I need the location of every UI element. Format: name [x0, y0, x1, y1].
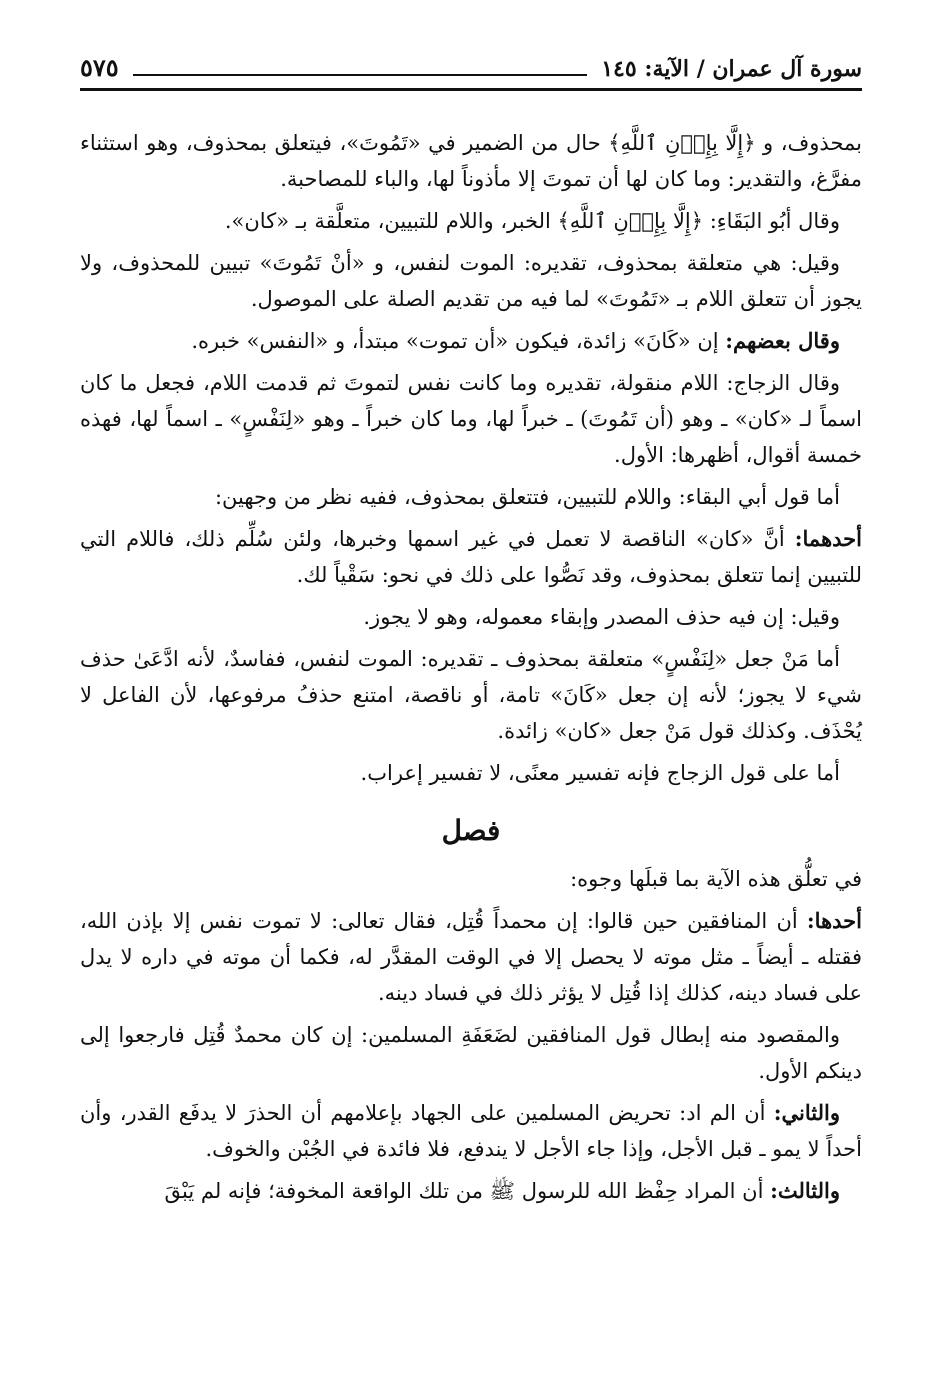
- paragraph-lead: وقال بعضهم:: [725, 328, 840, 353]
- paragraph-10: أما على قول الزجاج فإنه تفسير معنًى، لا تفسير إعراب.: [360, 761, 840, 785]
- paragraph-7: أحدهما: أنَّ «كان» الناقصة لا تعمل في غير اسمها وخبرها، ولئن سُلِّم ذلك، فاللام التي للتبيين إنما تتعلق بمحذوف، وقد نَصُّوا على ذلك في نحو: سَقْياً لك.: [80, 526, 862, 587]
- section-paragraph-2: أحدها: أن المنافقين حين قالوا: إن محمداً قُتِل، فقال تعالى: لا تموت نفس إلا بإذن الله، فقتله ـ أيضاً ـ مثل موته لا يحصل إلا في الوقت المقدَّر له، فكما أن موته في داره لا يدل على فساد دينه، كذلك إذا قُتِل لا يؤثر ذلك في فساد دينه.: [80, 908, 862, 1005]
- paragraph-4: وقال بعضهم: إن «كَانَ» زائدة، فيكون «أن تموت» مبتدأ، و «النفس» خبره.: [191, 328, 840, 353]
- paragraph-lead: أحدها:: [806, 908, 862, 933]
- paragraph-8: وقيل: إن فيه حذف المصدر وإبقاء معموله، وهو لا يجوز.: [363, 605, 840, 629]
- page-number: ٥٧٥: [80, 53, 119, 82]
- paragraph-9: أما مَنْ جعل «لِنَفْسٍ» متعلقة بمحذوف ـ تقديره: الموت لنفس، ففاسدٌ، لأنه ادَّعَىٰ حذف شيء لا يجوز؛ لأنه إن جعل «كَانَ» تامة، أو ناقصة، امتنع حذفُ مرفوعها، لأن الفاعل لا يُحْذَف. وكذلك قول مَنْ جعل «كان» زائدة.: [80, 647, 862, 743]
- page-content: [80, 125, 862, 1209]
- paragraph-2: وقال أبُو البَقَاءِ: ﴿إِلَّا بِإِذۡنِ ٱللَّهِ﴾ الخبر، واللام للتبيين، متعلَّقة بـ «كان».: [224, 209, 840, 233]
- paragraph-lead: والثالث:: [770, 1178, 840, 1203]
- section-paragraph-5: والثالث: أن المراد حِفْظ الله للرسول ﷺ من تلك الواقعة المخوفة؛ فإنه لم يَبْقَ: [164, 1178, 840, 1203]
- header-underline: [80, 88, 862, 91]
- section-paragraph-3: والمقصود منه إبطال قول المنافقين لضَعَفَةِ المسلمين: إن كان محمدٌ قُتِل فارجعوا إلى دينكم الأول.: [80, 1023, 862, 1083]
- paragraph-1: بمحذوف، و ﴿إِلَّا بِإِذۡنِ ٱللَّهِ﴾ حال من الضمير في «تَمُوتَ»، فيتعلق بمحذوف، وهو استثناء مفرَّغ، والتقدير: وما كان لها أن تموتَ إلا مأذوناً لها، والباء للمصاحبة.: [80, 131, 862, 191]
- paragraph-6: أما قول أبي البقاء: واللام للتبيين، فتتعلق بمحذوف، ففيه نظر من وجهين:: [214, 485, 840, 509]
- section-heading: فصل: [441, 814, 501, 847]
- header-rule: [133, 74, 588, 76]
- paragraph-lead: والثاني:: [773, 1100, 840, 1125]
- paragraph-5: وقال الزجاج: اللام منقولة، تقديره وما كانت نفس لتموتَ ثم قدمت اللام، فجعل ما كان اسماً لـ «كان» ـ وهو (أن تَمُوتَ) ـ خبراً لها، وما كان خبراً ـ وهو «لِنَفْسٍ» ـ اسماً لها، فهذه خمسة أقوال، أظهرها: الأول.: [80, 371, 862, 467]
- paragraph-3: وقيل: هي متعلقة بمحذوف، تقديره: الموت لنفس، و «أنْ تَمُوتَ» تبيين للمحذوف، ولا يجوز أن تتعلق اللام بـ «تَمُوتَ» لما فيه من تقديم الصلة على الموصول.: [80, 251, 862, 311]
- section-paragraph-1: في تعلُّق هذه الآية بما قبلَها وجوه:: [570, 867, 862, 891]
- section-paragraph-4: والثاني: أن الم اد: تحريض المسلمين على الجهاد بإعلامهم أن الحذرَ لا يدفَع القدر، وأن أحداً لا يمو ـ قبل الأجل، وإذا جاء الأجل لا يندفع، فلا فائدة في الجُبْن والخوف.: [80, 1100, 862, 1161]
- surah-title: سورة آل عمران / الآية: ١٤٥: [601, 56, 862, 82]
- running-header: [80, 48, 862, 86]
- paragraph-lead: أحدهما:: [794, 526, 862, 551]
